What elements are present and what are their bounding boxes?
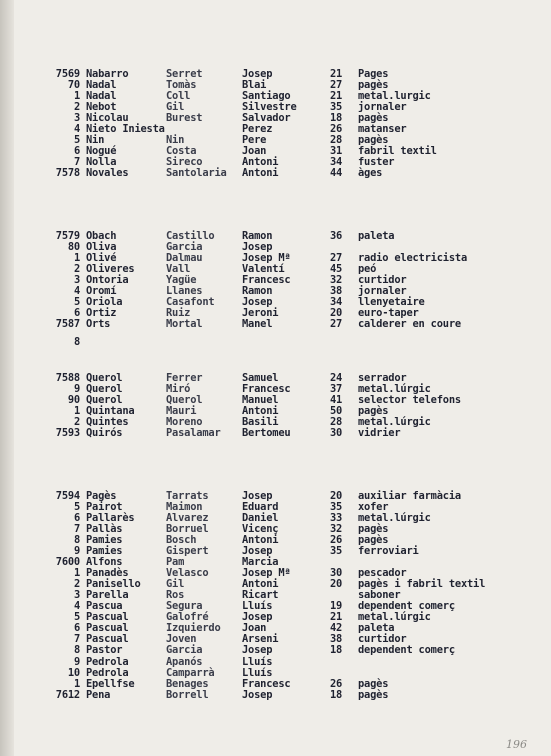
first-surname: Quintana [86,405,135,417]
given-name: Antoni [242,534,279,546]
entry-number: 7579 [55,230,80,242]
entry-number: 10 [67,667,80,679]
first-surname: Pastor [86,644,123,656]
occupation: radio electricista [358,252,468,264]
first-surname: Pamies [86,534,123,546]
given-name: Pere [242,134,267,146]
occupation: metal.lúrgic [358,416,431,428]
first-surname: Quintes [86,416,129,428]
second-surname: Gil [166,101,185,113]
given-name: Daniel [242,512,279,524]
entry-number: 6 [73,512,80,524]
age: 27 [330,79,343,91]
given-name: Manuel [242,394,279,406]
entry-number: 7578 [55,167,80,179]
occupation: pagès [358,523,389,535]
second-surname: Querol [166,394,203,406]
second-surname: Burest [166,112,203,124]
page-binding-edge [0,0,14,756]
first-surname: Orts [86,318,111,330]
occupation: fuster [358,156,395,168]
entry-number: 1 [73,90,80,102]
occupation: curtidor [358,633,407,645]
second-surname: Ferrer [166,372,203,384]
second-surname: Miró [166,383,191,395]
first-surname: Ontoria [86,274,129,286]
first-surname: Nebot [86,101,117,113]
second-surname: Dalmau [166,252,203,264]
occupation: metal.lúrgic [358,611,431,623]
second-surname: Costa [166,145,197,157]
given-name: Vicenç [242,523,279,535]
age: 44 [330,167,343,179]
first-surname: Pagès [86,490,117,502]
entry-number: 5 [73,296,80,308]
entry-number: 9 [73,656,80,668]
given-name: Samuel [242,372,279,384]
given-name: Antoni [242,156,279,168]
entry-number: 90 [67,394,80,406]
age: 32 [330,523,343,535]
first-surname: Panadès [86,567,129,579]
first-surname: Nicolau [86,112,129,124]
entry-number: 7588 [55,372,80,384]
entry-number: 2 [73,263,80,275]
given-name: Bertomeu [242,427,291,439]
first-surname: Pairot [86,501,123,513]
occupation: llenyetaire [358,296,425,308]
page-number-mark: 196 [506,738,527,751]
given-name: Josep [242,241,273,253]
second-surname: Izquierdo [166,622,221,634]
entry-number: 5 [73,611,80,623]
age: 35 [330,501,343,513]
first-surname: Nabarro [86,68,129,80]
occupation: pagès [358,678,389,690]
second-surname: Velasco [166,567,209,579]
occupation: xofer [358,501,389,513]
first-surname: Obach [86,230,117,242]
given-name: Blai [242,79,267,91]
occupation: matanser [358,123,407,135]
given-name: Josep Mª [242,252,291,264]
given-name: Antoni [242,167,279,179]
age: 42 [330,622,343,634]
occupation: serrador [358,372,407,384]
age: 18 [330,112,343,124]
occupation: dependent comerç [358,600,455,612]
occupation: pagès [358,689,389,701]
age: 21 [330,68,343,80]
entry-number: 8 [73,336,80,348]
second-surname: Garcia [166,644,203,656]
occupation: fabril textil [358,145,437,157]
entry-number: 3 [73,589,80,601]
given-name: Salvador [242,112,291,124]
entry-number: 7569 [55,68,80,80]
given-name: Lluís [242,600,273,612]
given-name: Silvestre [242,101,297,113]
first-surname: Querol [86,383,123,395]
first-surname: Alfons [86,556,123,568]
entry-number: 7593 [55,427,80,439]
first-surname: Oliva [86,241,117,253]
age: 27 [330,252,343,264]
given-name: Francesc [242,274,291,286]
first-surname: Oromí [86,285,117,297]
age: 33 [330,512,343,524]
entry-number: 6 [73,145,80,157]
age: 26 [330,123,343,135]
given-name: Josep [242,644,273,656]
entry-number: 8 [73,534,80,546]
second-surname: Llanes [166,285,203,297]
entry-number: 7 [73,523,80,535]
age: 34 [330,296,343,308]
given-name: Josep [242,490,273,502]
second-surname: Ros [166,589,185,601]
first-surname: Novales [86,167,129,179]
given-name: Perez [242,123,273,135]
occupation: pagès i fabril textil [358,578,486,590]
age: 24 [330,372,343,384]
second-surname: Casafont [166,296,215,308]
second-surname: Segura [166,600,203,612]
age: 34 [330,156,343,168]
second-surname: Alvarez [166,512,209,524]
occupation: auxiliar farmàcia [358,490,461,502]
entry-number: 4 [73,285,80,297]
entry-number: 5 [73,134,80,146]
age: 38 [330,285,343,297]
first-surname: Nin [86,134,105,146]
age: 18 [330,644,343,656]
occupation: metal.lúrgic [358,512,431,524]
occupation: àges [358,167,383,179]
entry-number: 1 [73,678,80,690]
first-surname: Pascual [86,622,129,634]
age: 19 [330,600,343,612]
entry-number: 6 [73,307,80,319]
occupation: pagès [358,134,389,146]
second-surname: Gispert [166,545,209,557]
first-surname: Nadal [86,79,117,91]
occupation: jornaler [358,285,407,297]
entry-number: 5 [73,501,80,513]
given-name: Francesc [242,383,291,395]
given-name: Ramon [242,230,273,242]
given-name: Josep Mª [242,567,291,579]
given-name: Josep [242,545,273,557]
given-name: Santiago [242,90,291,102]
occupation: Pages [358,68,389,80]
first-surname: Pamies [86,545,123,557]
occupation: calderer en coure [358,318,461,330]
occupation: euro-taper [358,307,419,319]
given-name: Lluís [242,656,273,668]
first-surname: Querol [86,394,123,406]
occupation: peó [358,263,377,275]
second-surname: Yagüe [166,274,197,286]
first-surname: Querol [86,372,123,384]
second-surname: Bosch [166,534,197,546]
age: 28 [330,416,343,428]
given-name: Eduard [242,501,279,513]
entry-number: 7 [73,633,80,645]
age: 26 [330,678,343,690]
first-surname: Pascua [86,600,123,612]
occupation: pagès [358,405,389,417]
given-name: Francesc [242,678,291,690]
given-name: Basili [242,416,279,428]
second-surname: Sireco [166,156,203,168]
age: 36 [330,230,343,242]
second-surname: Galofré [166,611,209,623]
second-surname: Mortal [166,318,203,330]
age: 28 [330,134,343,146]
first-surname: Ortiz [86,307,117,319]
first-surname: Pascual [86,611,129,623]
occupation: selector telefons [358,394,461,406]
entry-number: 2 [73,578,80,590]
entry-number: 1 [73,405,80,417]
first-surname: Parella [86,589,129,601]
age: 50 [330,405,343,417]
given-name: Lluís [242,667,273,679]
first-surname: Nogué [86,145,117,157]
entry-number: 9 [73,383,80,395]
given-name: Josep [242,689,273,701]
age: 35 [330,101,343,113]
age: 30 [330,427,343,439]
second-surname: Benages [166,678,209,690]
age: 32 [330,274,343,286]
occupation: ferroviari [358,545,419,557]
occupation: dependent comerç [358,644,455,656]
first-surname: Nieto Iniesta [86,123,165,135]
age: 20 [330,578,343,590]
age: 20 [330,307,343,319]
second-surname: Vall [166,263,191,275]
entry-number: 8 [73,644,80,656]
age: 20 [330,490,343,502]
given-name: Arseni [242,633,279,645]
second-surname: Serret [166,68,203,80]
entry-number: 7612 [55,689,80,701]
occupation: jornaler [358,101,407,113]
entry-number: 7587 [55,318,80,330]
age: 21 [330,611,343,623]
age: 45 [330,263,343,275]
age: 38 [330,633,343,645]
age: 27 [330,318,343,330]
first-surname: Olivé [86,252,117,264]
occupation: curtidor [358,274,407,286]
second-surname: Apanós [166,656,203,668]
given-name: Manel [242,318,273,330]
second-surname: Tomàs [166,79,197,91]
second-surname: Borruel [166,523,209,535]
entry-number: 7600 [55,556,80,568]
given-name: Joan [242,622,267,634]
second-surname: Moreno [166,416,203,428]
first-surname: Pallàs [86,523,123,535]
given-name: Ramon [242,285,273,297]
occupation: saboner [358,589,401,601]
second-surname: Nin [166,134,185,146]
given-name: Josep [242,296,273,308]
first-surname: Panisello [86,578,141,590]
entry-number: 2 [73,101,80,113]
occupation: metal.lúrgic [358,383,431,395]
entry-number: 2 [73,416,80,428]
occupation: pagès [358,79,389,91]
occupation: pagès [358,534,389,546]
second-surname: Borrell [166,689,209,701]
second-surname: Coll [166,90,191,102]
first-surname: Pedrola [86,667,129,679]
age: 37 [330,383,343,395]
first-surname: Oliveres [86,263,135,275]
occupation: pescador [358,567,407,579]
entry-number: 4 [73,600,80,612]
occupation: metal.lurgic [358,90,431,102]
entry-number: 1 [73,252,80,264]
entry-number: 6 [73,622,80,634]
given-name: Marcia [242,556,279,568]
given-name: Josep [242,611,273,623]
first-surname: Pedrola [86,656,129,668]
second-surname: Ruiz [166,307,191,319]
age: 31 [330,145,343,157]
second-surname: Garcia [166,241,203,253]
age: 26 [330,534,343,546]
given-name: Antoni [242,578,279,590]
second-surname: Santolaria [166,167,227,179]
second-surname: Pasalamar [166,427,221,439]
entry-number: 1 [73,567,80,579]
occupation: paleta [358,230,395,242]
occupation: vidrier [358,427,401,439]
entry-number: 7 [73,156,80,168]
entry-number: 9 [73,545,80,557]
given-name: Jeroni [242,307,279,319]
second-surname: Castillo [166,230,215,242]
first-surname: Pena [86,689,111,701]
second-surname: Maimon [166,501,203,513]
first-surname: Quirós [86,427,123,439]
given-name: Josep [242,68,273,80]
occupation: pagès [358,112,389,124]
entry-number: 70 [67,79,80,91]
age: 41 [330,394,343,406]
entry-number: 80 [67,241,80,253]
age: 18 [330,689,343,701]
first-surname: Pascual [86,633,129,645]
first-surname: Nolla [86,156,117,168]
entry-number: 7594 [55,490,80,502]
entry-number: 4 [73,123,80,135]
occupation: paleta [358,622,395,634]
given-name: Valentí [242,263,285,275]
second-surname: Camparrà [166,667,215,679]
age: 30 [330,567,343,579]
entry-number: 3 [73,112,80,124]
second-surname: Tarrats [166,490,209,502]
first-surname: Oriola [86,296,123,308]
second-surname: Mauri [166,405,197,417]
second-surname: Gil [166,578,185,590]
second-surname: Joven [166,633,197,645]
given-name: Joan [242,145,267,157]
first-surname: Nadal [86,90,117,102]
first-surname: Epellfse [86,678,135,690]
first-surname: Pallarès [86,512,135,524]
second-surname: Pam [166,556,185,568]
given-name: Ricart [242,589,279,601]
age: 21 [330,90,343,102]
age: 35 [330,545,343,557]
given-name: Antoni [242,405,279,417]
entry-number: 3 [73,274,80,286]
